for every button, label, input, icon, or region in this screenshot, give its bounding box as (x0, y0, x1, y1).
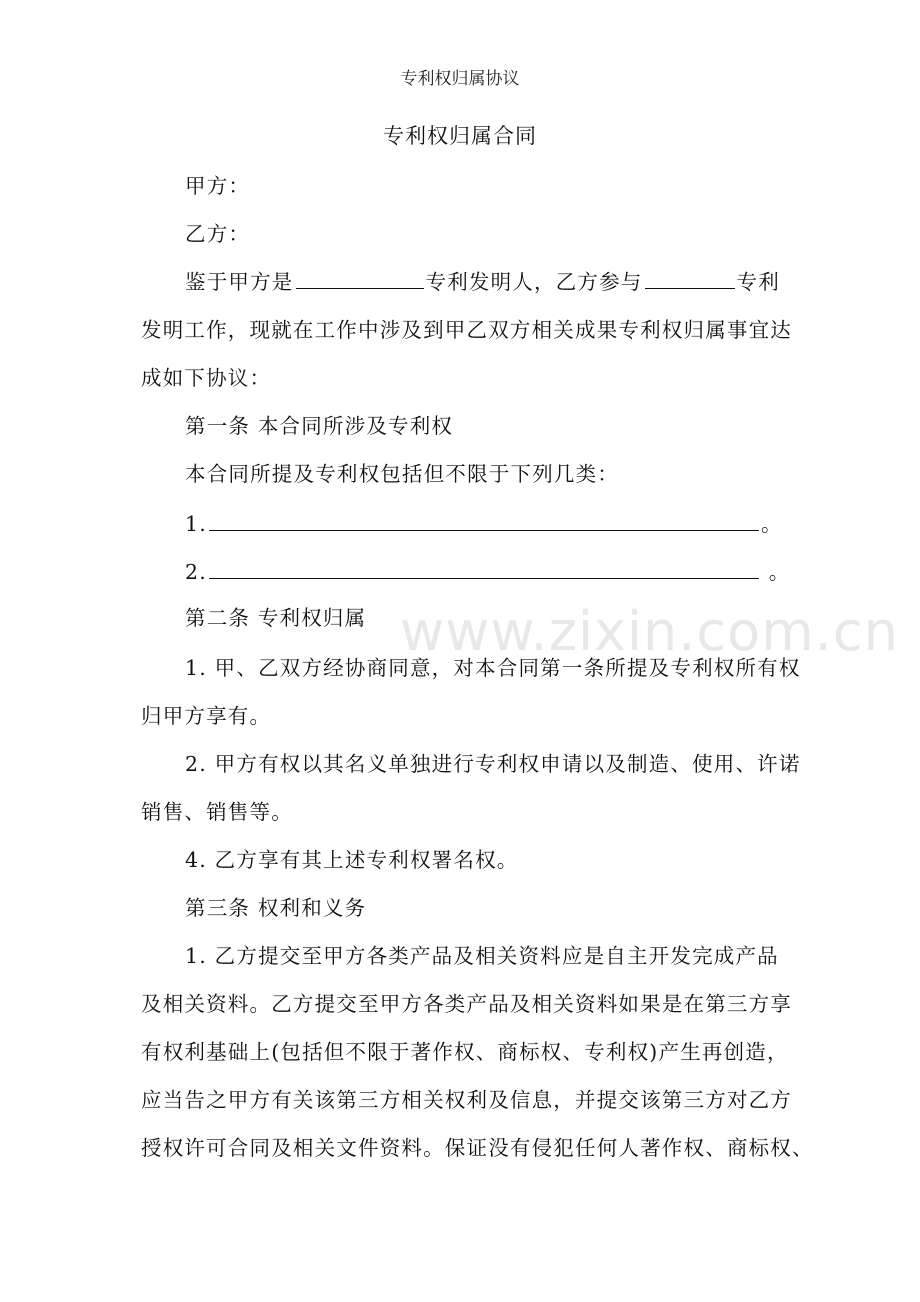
article2-p1-line2: 归甲方享有。 (141, 704, 272, 728)
article2-p3: 4. 乙方享有其上述专利权署名权。 (185, 848, 519, 872)
inventor-blank (296, 268, 424, 289)
article3-heading: 第三条 权利和义务 (185, 896, 367, 920)
item1-number: 1. (185, 512, 207, 536)
item2-number: 2. (185, 560, 207, 584)
article3-p1-line2: 及相关资料。乙方提交至甲方各类产品及相关资料如果是在第三方享 (141, 992, 792, 1016)
item2-blank (209, 558, 759, 579)
article1-item-2 (185, 558, 790, 586)
party-a-label: 甲方： (185, 174, 251, 198)
article3-p1-line4: 应当告之甲方有关该第三方相关权利及信息，并提交该第三方对乙方 (141, 1088, 792, 1112)
article2-p2-line1: 2. 甲方有权以其名义单独进行专利权申请以及制造、使用、许诺 (185, 752, 801, 776)
party-b-label: 乙方： (185, 222, 251, 246)
article1-heading: 第一条 本合同所涉及专利权 (185, 414, 454, 438)
document-title: 专利权归属合同 (383, 124, 537, 148)
intro-part2: 专利发明人，乙方参与 (425, 270, 643, 294)
intro-line-3: 成如下协议： (141, 366, 272, 390)
intro-part1: 鉴于甲方是 (185, 270, 294, 294)
item1-blank (209, 510, 759, 531)
patent-blank (645, 268, 735, 289)
item2-end: 。 (768, 560, 791, 584)
page-header: 专利权归属协议 (400, 69, 520, 89)
intro-line-1 (185, 268, 780, 296)
item1-end: 。 (760, 512, 783, 536)
article2-p2-line2: 销售、销售等。 (141, 800, 293, 824)
article3-p1-line1: 1. 乙方提交至甲方各类产品及相关资料应是自主开发完成产品 (185, 944, 779, 968)
article3-p1-line3: 有权利基础上(包括但不限于著作权、商标权、专利权)产生再创造， (141, 1040, 789, 1064)
article2-p1-line1: 1. 甲、乙双方经协商同意，对本合同第一条所提及专利权所有权 (185, 656, 801, 680)
article3-p1-line5: 授权许可合同及相关文件资料。保证没有侵犯任何人著作权、商标权、 (141, 1136, 814, 1160)
article2-heading: 第二条 专利权归属 (185, 606, 367, 630)
article1-text: 本合同所提及专利权包括但不限于下列几类： (185, 462, 619, 486)
watermark: www.zixin.com.cn (400, 600, 899, 663)
article1-item-1 (185, 510, 783, 538)
intro-part3: 专利 (736, 270, 780, 294)
intro-line-2: 发明工作，现就在工作中涉及到甲乙双方相关成果专利权归属事宜达 (141, 318, 792, 342)
